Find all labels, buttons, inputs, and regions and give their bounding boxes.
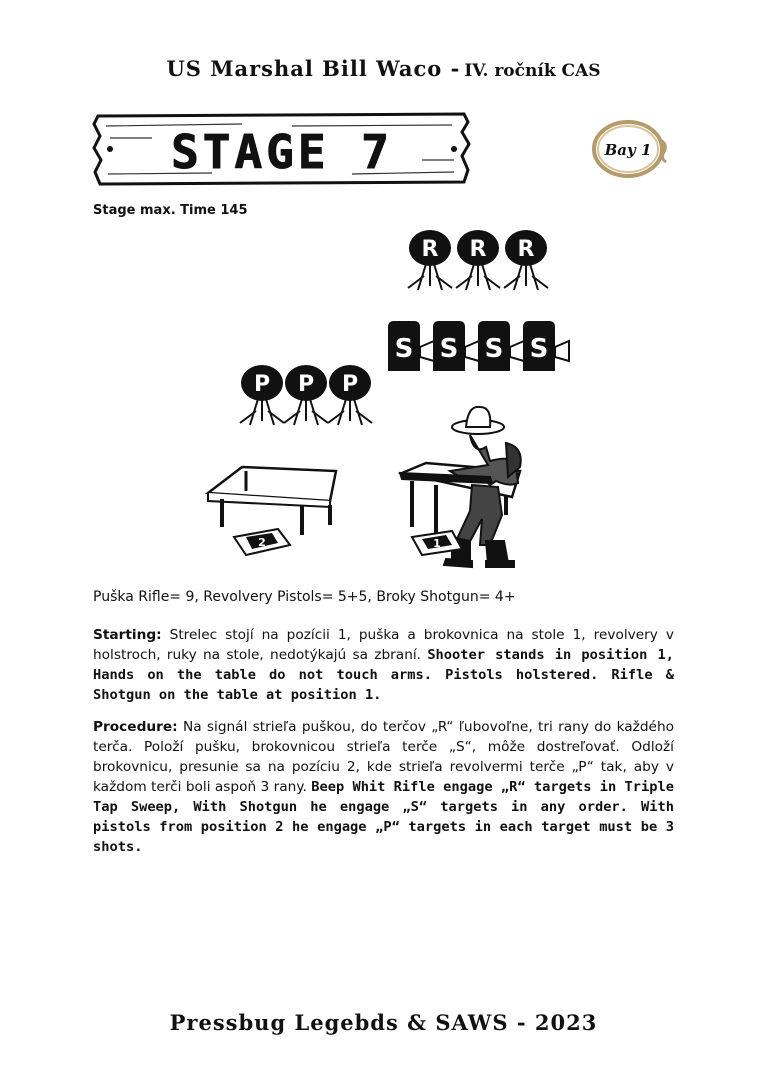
stage-title: STAGE 7 xyxy=(171,125,393,179)
procedure-text-en: Beep Whit Rifle engage „R“ targets in Triple Tap Sweep, With Shotgun he engage „S“ targets in any order. With pistols from position 2 he engage „P“ targets in each target must be 3 shots. xyxy=(93,779,675,855)
pistol-targets xyxy=(240,365,372,425)
svg-text:R: R xyxy=(469,237,487,262)
target-r-icon xyxy=(456,230,500,290)
svg-text:R: R xyxy=(421,237,439,262)
svg-text:S: S xyxy=(484,334,504,364)
page-header xyxy=(0,56,767,81)
svg-text:1: 1 xyxy=(433,537,441,550)
procedure-label: Procedure: xyxy=(93,719,178,735)
target-s-icon xyxy=(523,321,569,371)
target-s-icon xyxy=(433,321,479,371)
svg-text:2: 2 xyxy=(258,536,266,549)
svg-text:R: R xyxy=(517,237,535,262)
target-r-icon xyxy=(408,230,452,290)
starting-text-sk: Strelec stojí na pozícii 1, puška a brokovnica na stole 1, revolvery v holstroch, ruky na stole, nedotýkajú sa zbraní. xyxy=(93,627,674,663)
svg-text:S: S xyxy=(529,334,549,364)
svg-text:P: P xyxy=(253,372,271,397)
target-s-icon xyxy=(388,321,434,371)
table-position-2-icon xyxy=(208,467,336,535)
svg-text:P: P xyxy=(297,372,315,397)
starting-text-en: Shooter stands in position 1, Hands on the table do not touch arms. Pistols holstered. Rifle & Shotgun on the table at position 1. xyxy=(93,647,674,703)
target-s-icon xyxy=(478,321,524,371)
stage-banner xyxy=(92,112,472,186)
starting-section xyxy=(93,625,674,705)
nail-icon xyxy=(107,146,113,152)
svg-text:S: S xyxy=(439,334,459,364)
svg-text:S: S xyxy=(394,334,414,364)
stage-diagram xyxy=(190,215,590,585)
target-r-icon xyxy=(504,230,548,290)
round-counts: Puška Rifle= 9, Revolvery Pistols= 5+5, Broky Shotgun= 4+ xyxy=(93,589,516,605)
stage-max-time: Stage max. Time 145 xyxy=(93,203,248,218)
svg-text:P: P xyxy=(341,372,359,397)
nail-icon xyxy=(451,146,457,152)
bay-badge xyxy=(590,118,670,180)
header-title: US Marshal Bill Waco - xyxy=(166,56,461,81)
procedure-text-sk: Na signál strieľa puškou, do terčov „R“ ľubovoľne, tri rany do každého terča. Položí pušku, brokovnicou strieľa terče „S“, môže dostreľovať. Odloží brokovnicu, presunie sa na pozíciu 2, kde strieľa revolvermi terče „P“ tak, aby v každom terči boli aspoň 3 rany. xyxy=(93,719,674,795)
position-2-marker xyxy=(234,529,290,555)
rifle-targets xyxy=(408,230,548,290)
starting-label: Starting: xyxy=(93,627,162,643)
target-p-icon xyxy=(328,365,372,425)
bay-label: Bay 1 xyxy=(604,141,652,159)
procedure-section xyxy=(93,717,674,857)
shotgun-targets xyxy=(388,321,569,371)
page-footer: Pressbug Legebds & SAWS - 2023 xyxy=(169,1010,598,1035)
header-subtitle: IV. ročník CAS xyxy=(464,61,601,81)
target-p-icon xyxy=(284,365,328,425)
target-p-icon xyxy=(240,365,284,425)
